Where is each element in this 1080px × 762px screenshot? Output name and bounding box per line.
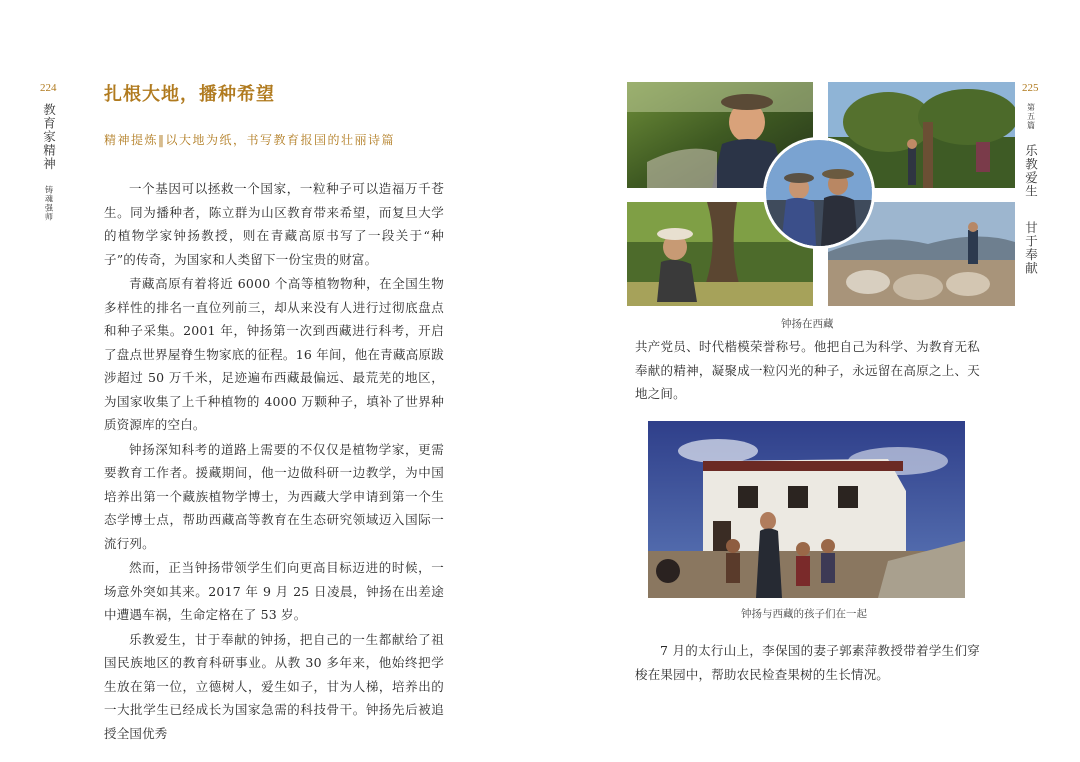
page-title: 扎根大地，播种希望 [104, 84, 275, 105]
left-page-number: 224 [40, 82, 57, 94]
running-head-theme-b: 甘于奉献 [1023, 221, 1039, 275]
paragraph-last: 7 月的太行山上，李保国的妻子郭素萍教授带着学生们穿梭在果园中，帮助农民检查果树的生长情况。 [635, 643, 980, 682]
right-body-bottom [635, 639, 980, 686]
right-body-top [635, 335, 980, 406]
running-head-sub: 铸魂强师 [44, 185, 54, 222]
paragraph-5: 乐教爱生，甘于奉献的钟扬，把自己的一生都献给了祖国民族地区的教育科研事业。从教 30 多年来，他始终把学生放在第一位，立德树人，爱生如子，甘为人梯，培养出的一大批学生已经成长为国家急需的科技骨干。钟扬先后被追授全国优秀 [104, 631, 444, 741]
photo-circle-conversation [763, 137, 875, 249]
left-running-head [42, 103, 55, 222]
paragraph-4: 然而，正当钟扬带领学生们向更高目标迈进的时候，一场意外突如其来。2017 年 9 月 25 日凌晨，钟扬在出差途中遭遇车祸，生命定格在了 53 岁。 [104, 560, 444, 622]
photo2-caption: 钟扬与西藏的孩子们在一起 [741, 608, 867, 620]
collage-caption: 钟扬在西藏 [781, 318, 834, 330]
paragraph-continued: 共产党员、时代楷模荣誉称号。他把自己为科学、为教育无私奉献的精神，凝聚成一粒闪光的种子，永远留在高原之上、天地之间。 [635, 339, 980, 401]
paragraph-3: 钟扬深知科考的道路上需要的不仅仅是植物学家，更需要教育工作者。援藏期间，他一边做科研一边教学，为中国培养出第一个藏族植物学博士，为西藏大学申请到第一个生态学博士点，帮助西藏高等教育在生态研究领域迈入国际一流行列。 [104, 441, 444, 551]
page-subtitle: 精神提炼‖以大地为纸，书写教育报国的壮丽诗篇 [104, 133, 396, 147]
photo-children-tibet [648, 421, 965, 598]
right-running-head [1024, 103, 1037, 275]
running-head-theme-a: 乐教爱生 [1023, 144, 1039, 198]
running-head-book: 教育家精神 [41, 103, 57, 171]
right-page-number: 225 [1022, 82, 1039, 94]
running-head-part: 第五篇 [1026, 103, 1036, 130]
paragraph-2: 青藏高原有着将近 6000 个高等植物物种，在全国生物多样性的排名一直位列前三，却从来没有人进行过彻底盘点和种子采集。2001 年，钟扬第一次到西藏进行科考，开启了盘点世界屋脊生物家底的征程。16 年间，他在青藏高原跋涉超过 50 万千米，足迹遍布西藏最偏远、最荒芜的地区，为国家收集了上千种植物的 4000 万颗种子，填补了世界种质资源库的空白。 [104, 276, 444, 432]
paragraph-1: 一个基因可以拯救一个国家，一粒种子可以造福万千苍生。同为播种者，陈立群为山区教育带来希望，而复旦大学的植物学家钟扬教授，则在青藏高原书写了一段关于“种子”的传奇，为国家和人类留下一份宝贵的财富。 [104, 181, 444, 267]
left-body-text [104, 177, 444, 746]
